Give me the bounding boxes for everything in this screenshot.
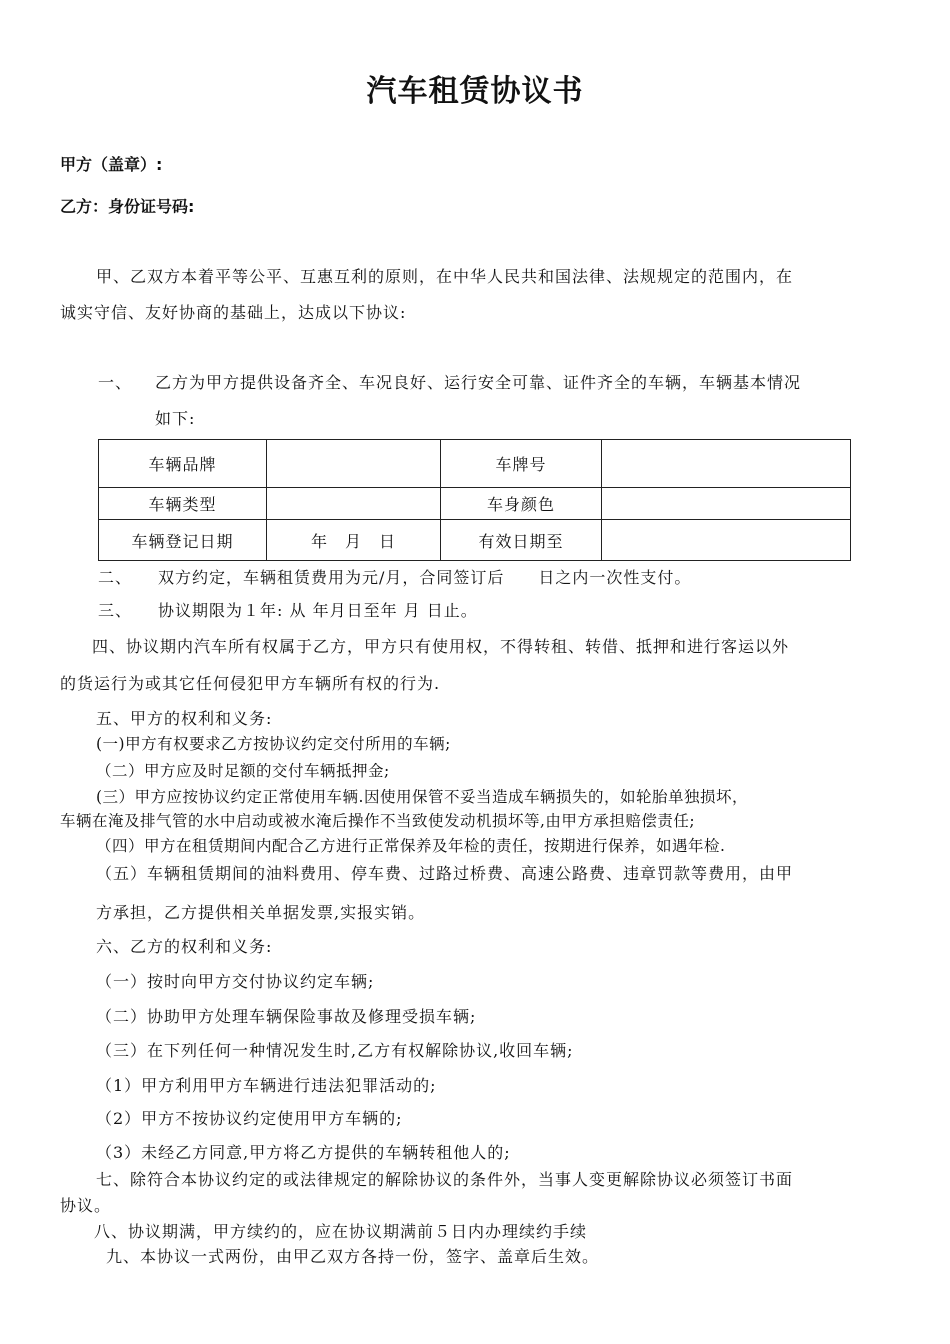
section-6-item-3: （三）在下列任何一种情况发生时,乙方有权解除协议,收回车辆;: [96, 1041, 574, 1060]
table-cell-label: 有效日期至: [441, 520, 602, 561]
section-5-item-1: (一)甲方有权要求乙方按协议约定交付所用的车辆;: [96, 735, 451, 753]
section-5-item-2: （二）甲方应及时足额的交付车辆抵押金;: [96, 762, 390, 780]
section-4-line-1: 四、协议期内汽车所有权属于乙方，甲方只有使用权，不得转租、转借、抵押和进行客运以外: [92, 637, 790, 656]
section-1-line-1: 乙方为甲方提供设备齐全、车况良好、运行安全可靠、证件齐全的车辆，车辆基本情况: [155, 373, 802, 392]
section-5-item-4: （四）甲方在租赁期间内配合乙方进行正常保养及年检的责任，按期进行保养，如遇年检.: [96, 837, 726, 855]
table-cell-value: [602, 440, 851, 488]
table-cell-label: 车牌号: [441, 440, 602, 488]
section-5-item-3-line-1: (三）甲方应按协议约定正常使用车辆.因使用保管不妥当造成车辆损失的，如轮胎单独损坏，: [96, 788, 748, 806]
section-5-item-5-line-1: （五）车辆租赁期间的油料费用、停车费、过路过桥费、高速公路费、违章罚款等费用，由甲: [96, 864, 794, 883]
preamble-line-2: 诚实守信、友好协商的基础上，达成以下协议:: [60, 303, 407, 322]
section-6-case-1: （1）甲方利用甲方车辆进行违法犯罪活动的;: [96, 1076, 437, 1095]
section-2: 二、 双方约定，车辆租赁费用为元/月，合同签订后 日之内一次性支付。: [98, 568, 692, 587]
table-row: [99, 520, 851, 561]
party-b-label: 乙方：身份证号码:: [60, 197, 195, 216]
table-cell-label: 车辆类型: [99, 488, 267, 520]
table-row: [99, 440, 851, 488]
section-8: 八、协议期满，甲方续约的，应在协议期满前５日内办理续约手续: [94, 1222, 588, 1241]
section-4-line-2: 的货运行为或其它任何侵犯甲方车辆所有权的行为.: [60, 674, 441, 693]
table-row: [99, 488, 851, 520]
party-a-label: 甲方（盖章）:: [60, 155, 163, 174]
section-3: 三、 协议期限为１年: 从 年月日至年 月 日止。: [98, 601, 478, 620]
section-9: 九、本协议一式两份，由甲乙双方各持一份，签字、盖章后生效。: [106, 1247, 600, 1266]
table-cell-value: [267, 440, 441, 488]
table-cell-label: 车辆登记日期: [99, 520, 267, 561]
section-6-case-2: （2）甲方不按协议约定使用甲方车辆的;: [96, 1109, 403, 1128]
section-6-case-3: （3）未经乙方同意,甲方将乙方提供的车辆转租他人的;: [96, 1143, 511, 1162]
section-6-item-1: （一）按时向甲方交付协议约定车辆;: [96, 972, 375, 991]
section-5-item-5-line-2: 方承担，乙方提供相关单据发票,实报实销。: [96, 903, 426, 922]
vehicle-info-table: [98, 439, 851, 561]
table-cell-label: 车辆品牌: [99, 440, 267, 488]
section-5-item-3-line-2: 车辆在淹及排气管的水中启动或被水淹后操作不当致使发动机损坏等,由甲方承担赔偿责任;: [60, 812, 696, 830]
section-7-line-1: 七、除符合本协议约定的或法律规定的解除协议的条件外，当事人变更解除协议必须签订书面: [96, 1170, 794, 1189]
section-6-heading: 六、乙方的权利和义务:: [96, 937, 273, 956]
section-1-line-2: 如下:: [155, 409, 196, 428]
table-cell-label: 车身颜色: [441, 488, 602, 520]
section-7-line-2: 协议。: [60, 1196, 112, 1215]
table-cell-value: 年 月 日: [267, 520, 441, 561]
section-5-heading: 五、甲方的权利和义务:: [96, 709, 273, 728]
table-cell-value: [602, 520, 851, 561]
section-1-number: 一、: [98, 373, 133, 392]
table-cell-value: [267, 488, 441, 520]
table-cell-value: [602, 488, 851, 520]
document-title: 汽车租赁协议书: [366, 74, 584, 109]
preamble-line-1: 甲、乙双方本着平等公平、互惠互利的原则，在中华人民共和国法律、法规规定的范围内，在: [96, 267, 794, 286]
section-6-item-2: （二）协助甲方处理车辆保险事故及修理受损车辆;: [96, 1007, 477, 1026]
